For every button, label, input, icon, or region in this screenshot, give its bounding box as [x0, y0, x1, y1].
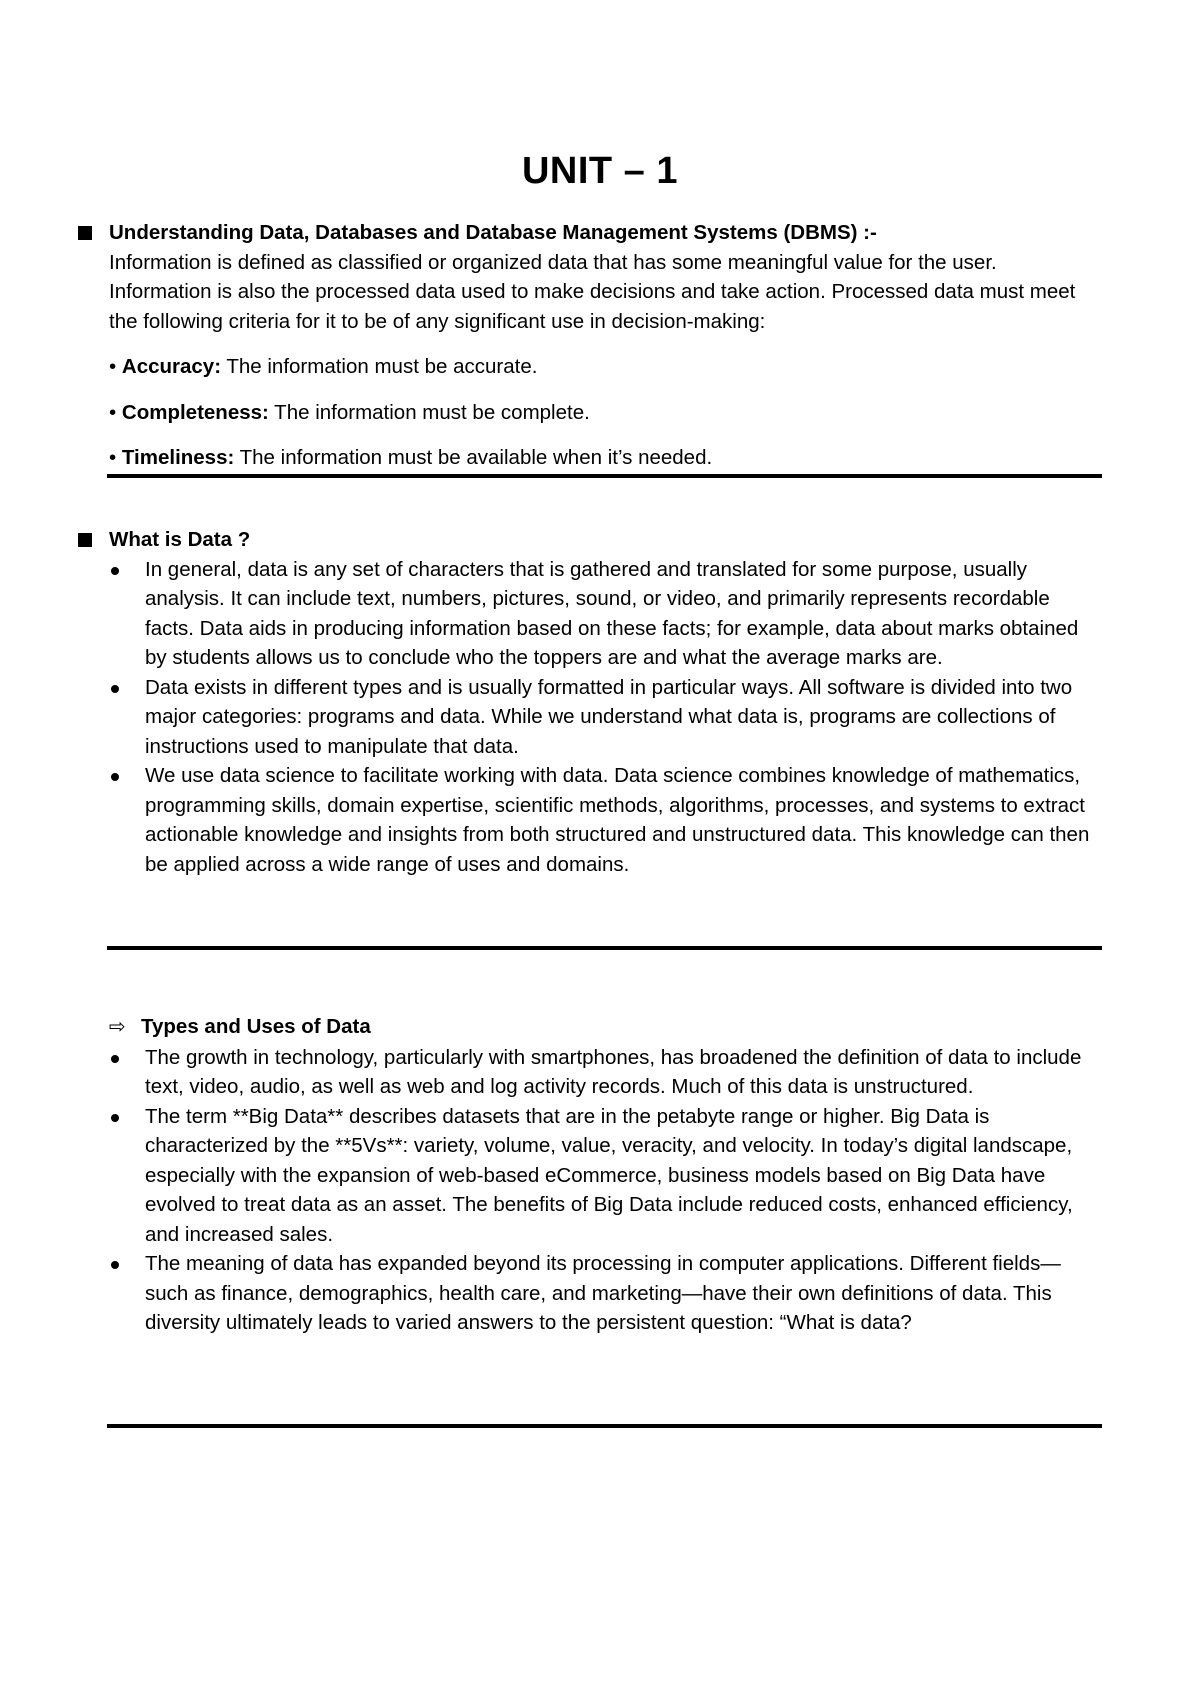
bullet-icon: •	[109, 355, 117, 378]
section-what-is-data	[78, 525, 1098, 879]
list-item-text: Data exists in different types and is usually formatted in particular ways. All software is divided into two major categories: programs and data. While we understand what data is, programs are collections of instructions used to manipulate that data.	[145, 675, 1073, 758]
bullet-dot-icon	[111, 685, 119, 693]
section-heading-row	[78, 218, 1098, 248]
bullet-list	[78, 1043, 1098, 1338]
criteria-list	[109, 352, 1098, 473]
bullet-dot-icon	[111, 1114, 119, 1122]
criteria-text: The information must be complete.	[268, 400, 590, 424]
section-divider	[107, 474, 1102, 478]
list-item	[78, 1043, 1098, 1102]
section-heading: Understanding Data, Databases and Database Management Systems (DBMS) :-	[109, 221, 877, 244]
list-item	[78, 673, 1098, 762]
square-bullet-icon	[78, 226, 92, 240]
criteria-term: Timeliness:	[121, 446, 235, 469]
list-item-text: The meaning of data has expanded beyond its processing in computer applications. Different fields—such as finance, demographics, health care, and marketing—have their own definitions of data. This diversity ultimately leads to varied answers to the persistent question: “What is data?	[145, 1252, 1061, 1334]
section-paragraph: Information is defined as classified or organized data that has some meaningful value for the user. Information is also the processed data used to make decisions and take action. Processed data must meet the following criteria for it to be of any significant use in decision-making:	[109, 250, 1076, 333]
list-item	[78, 1249, 1098, 1338]
criteria-item-completeness	[109, 398, 1098, 428]
bullet-icon: •	[109, 446, 117, 469]
bullet-dot-icon	[111, 1055, 119, 1063]
criteria-text: The information must be available when it’s needed.	[234, 446, 713, 469]
criteria-text: The information must be accurate.	[221, 355, 538, 378]
list-item	[78, 1102, 1098, 1250]
page-title: UNIT – 1	[521, 150, 679, 192]
bullet-icon: •	[109, 400, 117, 424]
section-divider	[107, 1424, 1102, 1428]
bullet-dot-icon	[111, 773, 119, 781]
list-item	[78, 555, 1098, 673]
section-types-and-uses	[78, 1012, 1098, 1338]
square-bullet-icon	[78, 533, 92, 547]
section-divider	[107, 946, 1102, 950]
section-heading: What is Data ?	[109, 528, 251, 551]
criteria-item-accuracy	[109, 352, 1098, 382]
list-item-text: The growth in technology, particularly with smartphones, has broadened the definition of data to include text, video, audio, as well as web and log activity records. Much of this data is unstructured.	[145, 1045, 1082, 1098]
list-item-text: We use data science to facilitate working with data. Data science combines knowledge of mathematics, programming skills, domain expertise, scientific methods, algorithms, processes, and systems to extract actionable knowledge and insights from both structured and unstructured data. This knowledge can then be applied across a wide range of uses and domains.	[145, 764, 1090, 876]
section-heading: Types and Uses of Data	[141, 1015, 371, 1038]
list-item-text: The term **Big Data** describes datasets that are in the petabyte range or higher. Big Data is characterized by the **5Vs**: variety, volume, value, veracity, and velocity. In today’s digital landscape, especially with the expansion of web-based eCommerce, business models based on Big Data have evolved to treat data as an asset. The benefits of Big Data include reduced costs, enhanced efficiency, and increased sales.	[145, 1104, 1073, 1246]
section-heading-row	[78, 1012, 1098, 1043]
bullet-dot-icon	[111, 567, 119, 575]
section-heading-row	[78, 525, 1098, 555]
list-item	[78, 761, 1098, 879]
arrow-right-icon: ⇨	[109, 1016, 126, 1038]
criteria-item-timeliness	[109, 443, 1098, 473]
criteria-term: Completeness:	[121, 400, 269, 424]
bullet-list	[78, 555, 1098, 880]
section-understanding-data	[78, 218, 1098, 473]
criteria-term: Accuracy:	[121, 355, 222, 378]
bullet-dot-icon	[111, 1261, 119, 1269]
list-item-text: In general, data is any set of characters that is gathered and translated for some purpose, usually analysis. It can include text, numbers, pictures, sound, or video, and primarily represents recordable facts. Data aids in producing information based on these facts; for example, data about marks obtained by students allows us to conclude who the toppers are and what the average marks are.	[145, 557, 1079, 669]
